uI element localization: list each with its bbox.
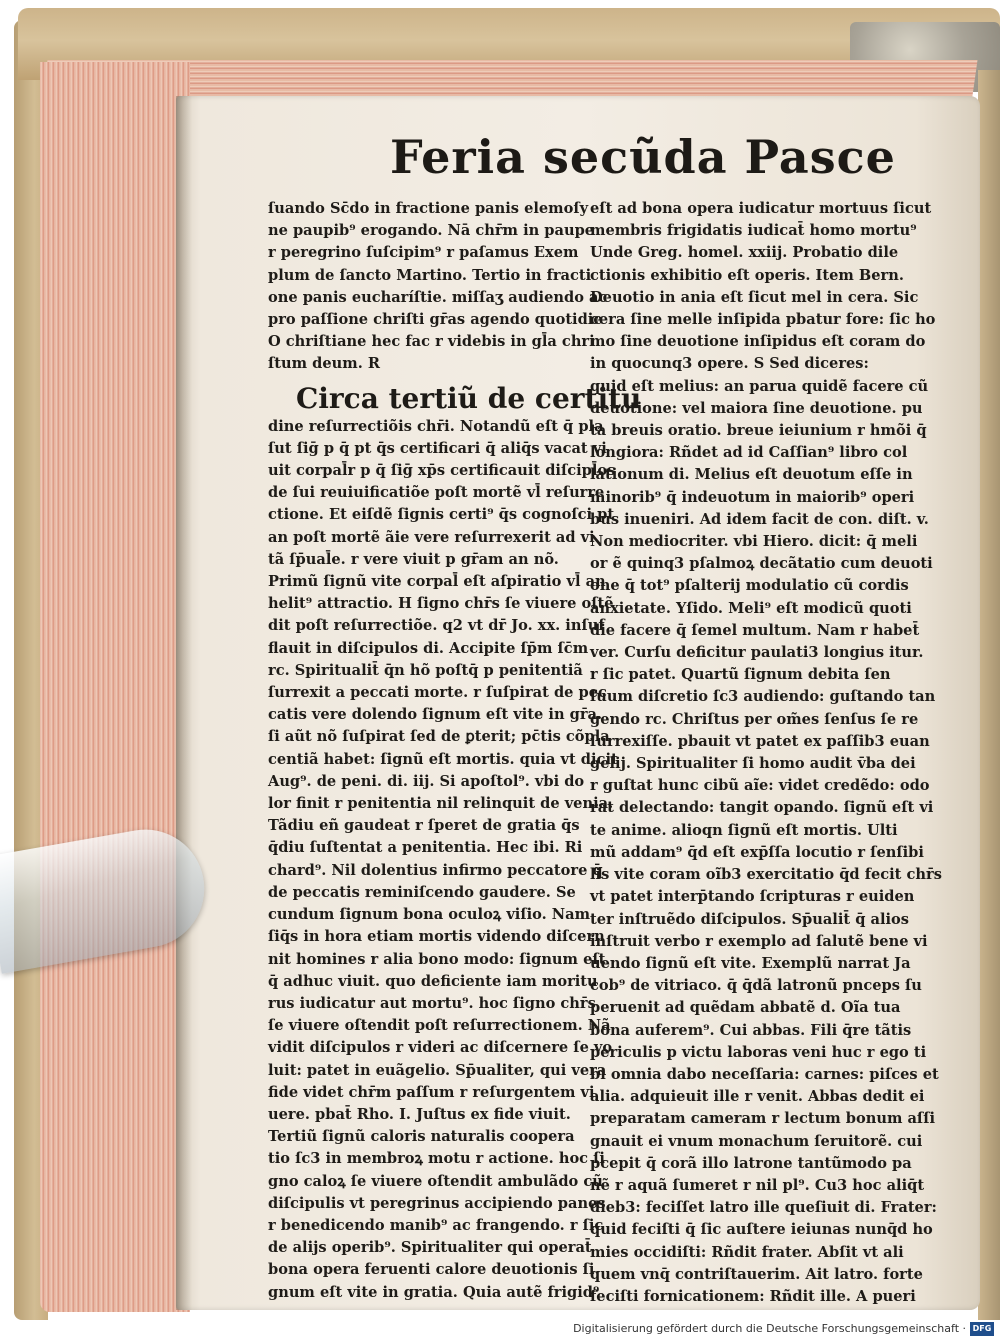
text-line: ta breuis oratio. breue ieiunium r hmõi q̄ [590, 422, 927, 440]
text-line: pro paſſione chriſti gr̄as agendo quotidie [268, 311, 603, 329]
text-line: tã ſp̄ual̄e. r vere viuit p gr̄am an nõ. [268, 550, 559, 568]
text-line: chard⁹. Nil dolentius infirmo peccatore q̄ [268, 861, 603, 879]
text-line: r benedicendo manib⁹ ac frangendo. r ſic [268, 1216, 604, 1234]
text-line: de alijs operib⁹. Spiritualiter qui operat̄ [268, 1239, 592, 1257]
text-line: periculis p victu laboras veni huc r ego ti [590, 1043, 927, 1061]
text-line: alia. adquieuit ille r venit. Abbas dedit ei [590, 1088, 925, 1106]
text-line: peruenit ad quẽdam abbatẽ d. Oĩa tua [590, 999, 901, 1017]
text-line: rc. Spiritualit̄ q̄n hõ poſtq̄ p penitentiã [268, 661, 583, 679]
text-line: longiora: Rñdet ad id Caſſian⁹ libro col [590, 444, 908, 462]
right-column [590, 198, 942, 1308]
text-line: gnauit ei vnum monachum ſeruitorẽ. cui [590, 1132, 923, 1150]
footer [0, 1320, 1000, 1340]
text-line: bi omnia dabo neceſſaria: carnes: piſces et [590, 1065, 939, 1083]
text-line: rat delectando: tangit opando. ſignũ eſt vi [590, 799, 934, 817]
text-line: uendo ſignũ eſt vite. Exemplũ narrat Ja [590, 954, 911, 972]
text-line: ſut ſiḡ p q̄ pt q̄s certificari q̄ aliq̄s vacat vi [268, 439, 607, 457]
text-line: membris frigidatis iudicat̄ homo mortu⁹ [590, 222, 917, 240]
text-line: or ẽ quinq3 pſalmoꝝ decãtatio cum deuoti [590, 555, 933, 573]
text-line: dine reſurrectiõis chr̄i. Notandũ eſt q̄ pla [268, 417, 604, 435]
text-line: an poſt mortẽ ãie vere reſurrexerit ad vi [268, 528, 595, 546]
text-line: ſi aũt nõ ſuſpirat ſed de ꝑterit; pc̄tis cõpla [268, 728, 610, 746]
book-cover-right [978, 70, 1000, 1320]
text-line: flauit in diſcipulos di. Accipite ſp̄m ſc̄m [268, 639, 589, 657]
text-line: O chriſtiane hec fac r videbis in gl̄a chri [268, 333, 595, 351]
text-line: r ſic patet. Quartũ ſignum debita ſen [590, 666, 891, 684]
text-line: plum de ſancto Martino. Tertio in fracti [268, 266, 592, 284]
text-line: q̄diu ſuſtentat a penitentia. Hec ibi. Ri [268, 839, 583, 857]
text-line: ver. Curſu deficitur paulati3 longius itur. [590, 644, 924, 662]
text-line: diſcipulis vt peregrinus accipiendo panes [268, 1194, 606, 1212]
text-line: r peregrino ſuſcipim⁹ r paſamus Exem [268, 244, 579, 262]
left-column [268, 198, 642, 1304]
gutter-shadow [176, 96, 192, 1310]
text-line: uit corpal̄r p q̄ ſiḡ xp̄s certificauit diſcipl̄os [268, 462, 616, 480]
text-line: cera ſine melle inſipida pbatur fore: ſic ho [590, 311, 936, 329]
dfg-logo: DFG [970, 1322, 994, 1336]
text-line: Tertiũ ſignũ caloris naturalis coopera [268, 1128, 575, 1146]
text-line: Deuotio in ania eſt ſicut mel in cera. Sic [590, 288, 919, 306]
text-line: bona auferem⁹. Cui abbas. Fili q̄re tãtis [590, 1021, 912, 1039]
text-line: lor finit r penitentia nil relinquit de venia. [268, 795, 614, 813]
text-line: dit poſt reſurrectiõe. q2 vt dr̄ Jo. xx. inſuf [268, 617, 605, 635]
text-line: vt patet interp̄tando ſcripturas r euiden [590, 888, 915, 906]
text-line: ſurrexit a peccati morte. r ſuſpirat de pec [268, 684, 607, 702]
text-line: eſt ad bona opera iudicatur mortuus ſicut [590, 200, 932, 217]
text-line: Unde Greg. homel. xxiij. Probatio dile [590, 244, 899, 262]
text-line: pcepit q̄ corã illo latrone tantũmodo pa [590, 1154, 912, 1172]
text-line: vidit diſcipulos r videri ac diſcernere ſe vo [268, 1039, 613, 1057]
text-line: inſtruit verbo r exemplo ad ſalutẽ bene vi [590, 932, 928, 950]
text-line: te anime. alioqn ſignũ eſt mortis. Ulti [590, 821, 898, 839]
text-line: centiã habet: ſignũ eſt mortis. quia vt dicit [268, 750, 618, 768]
text-line: tio ſc3 in membroꝝ motu r actione. hoc ſi [268, 1150, 605, 1168]
text-line: gendo rc. Chriſtus per om̃es ſenſus ſe re [590, 710, 919, 728]
text-line: fide videt chr̄m paſſum r reſurgentem vi [268, 1083, 595, 1101]
text-line: quid feciſti q̄ ſic auſtere ieiunas nunq̄d ho [590, 1221, 933, 1239]
text-line: ctionis exhibitio eſt operis. Item Bern. [590, 266, 904, 284]
text-line: anxietate. Yſido. Meli⁹ eſt modicũ quoti [590, 599, 912, 617]
text-line: ſtum deum. R [268, 355, 380, 373]
text-line: bus inueniri. Ad idem facit de con. diſt. v. [590, 510, 929, 528]
text-line: ſurrexiſſe. pbauit vt patet ex paſſib3 euan [590, 732, 930, 750]
text-line: luit: patet in euãgelio. Sp̄ualiter, qui vera [268, 1061, 607, 1079]
text-line: bona opera feruenti calore deuotionis ſi [268, 1261, 595, 1279]
text-line: Non mediocriter. vbi Hiero. dicit: q̄ meli [590, 533, 918, 551]
text-line: die facere q̄ ſemel multum. Nam r habet̄ [590, 621, 920, 639]
text-line: lationum di. Melius eſt deuotum eſſe in [590, 466, 913, 484]
text-line: ſuando Sc̄do in fractione panis elemoſy [268, 200, 589, 217]
text-line: ctione. Et eiſdẽ ſignis certi⁹ q̄s cognoſci pt [268, 506, 615, 524]
funding-credit: Digitalisierung gefördert durch die Deutsche Forschungsgemeinschaft · [573, 1322, 966, 1335]
text-line: ſiq̄s in hora etiam mortis videndo diſcern [268, 928, 605, 946]
text-line: mies occidiſti: Rñdit frater. Abſit vt ali [590, 1243, 904, 1261]
text-line: in quocunq3 opere. S Sed diceres: [590, 355, 869, 373]
text-line: preparatam cameram r lectum bonum aſſi [590, 1110, 936, 1128]
text-line: dieb3: feciſſet latro ille queſiuit di. Frater: [590, 1199, 937, 1217]
text-line: gno caloꝝ ſe viuere oſtendit ambulãdo cũ [268, 1172, 603, 1190]
text-line: helit⁹ attractio. H ſigno chr̄s ſe viuere oſtẽ [268, 595, 614, 613]
text-line: one q̄ tot⁹ pſalterij modulatio cũ cordis [590, 577, 909, 595]
text-line: gnum eſt vite in gratia. Quia autẽ frigid⁹ [268, 1283, 600, 1301]
text-line: lis vite coram oĩb3 exercitatio q̄d fecit chr̄s [590, 866, 942, 884]
text-line: ſuum diſcretio ſc3 audiendo: guſtando tan [590, 688, 936, 706]
text-line: one panis eucharíſtie. miſſaʒ audiendo ac [268, 288, 608, 306]
text-line: cundum ſignum bona oculoꝝ viſio. Nam [268, 906, 591, 924]
left-column-intro [268, 198, 608, 376]
text-line: catis vere dolendo ſignum eſt vite in gr̄a. [268, 706, 603, 724]
text-line: ſe viuere oſtendit poſt reſurrectionem. Nã [268, 1017, 611, 1035]
section-heading: Circa tertiũ de certitu [296, 381, 642, 415]
text-line: nit homines r alia bono modo: ſignum eſt [268, 950, 606, 968]
text-line: Tãdiu eñ gaudeat r ſperet de gratia q̄s [268, 817, 580, 835]
text-line: q̄ adhuc viuit. quo deficiente iam moritu [268, 972, 598, 990]
text-line: ne paupib⁹ erogando. Nā chr̄m in paupe [268, 222, 595, 240]
text-line: quem vnq̄ contriſtauerim. Ait latro. forte [590, 1265, 923, 1283]
text-line: mo ſine deuotione inſipidus eſt coram do [590, 333, 926, 351]
text-line: minorib⁹ q̄ indeuotum in maiorib⁹ operi [590, 488, 915, 506]
text-line: r guſtat hunc cibũ aĩe: videt credẽdo: odo [590, 777, 930, 795]
text-line: rus iudicatur aut mortu⁹. hoc ſigno chr̄s [268, 994, 596, 1012]
text-line: mũ addam⁹ q̄d eſt exp̄ſſa locutio r ſenſibi [590, 843, 924, 861]
text-line: cob⁹ de vitriaco. q̄ q̄dã latronũ pnceps ſu [590, 977, 922, 995]
text-line: deuotione: vel maiora ſine deuotione. pu [590, 399, 923, 417]
text-line: de ſui reuiuificatiõe poſt mortẽ vl̄ reſurre [268, 484, 605, 502]
page-edges-side [40, 62, 190, 1312]
page-title: Feria secũda Pasce [390, 130, 896, 184]
left-column-body [268, 416, 618, 1304]
text-line: Primũ ſignũ vite corpal̄ eſt aſpiratio vl̄ an [268, 573, 606, 591]
text-line: uere. pbat̄ Rho. I. Juſtus ex fide viuit. [268, 1105, 571, 1123]
text-line: feciſti fornicationem: Rñdit ille. A pueri [590, 1287, 916, 1305]
text-line: ter inſtruẽdo diſcipulos. Sp̄ualit̄ q̄ alios [590, 910, 909, 928]
text-line: quid eſt melius: an parua quidẽ facere cũ [590, 377, 929, 395]
text-line: de peccatis reminiſcendo gaudere. Se [268, 883, 576, 901]
text-line: Aug⁹. de peni. di. iij. Si apoſtol⁹. vbi do [268, 772, 585, 790]
text-line: gelij. Spiritualiter ſi homo audit v̄ba dei [590, 755, 916, 773]
text-line: nẽ r aquã ſumeret r nil pl⁹. Cu3 hoc aliq̄t [590, 1176, 925, 1194]
